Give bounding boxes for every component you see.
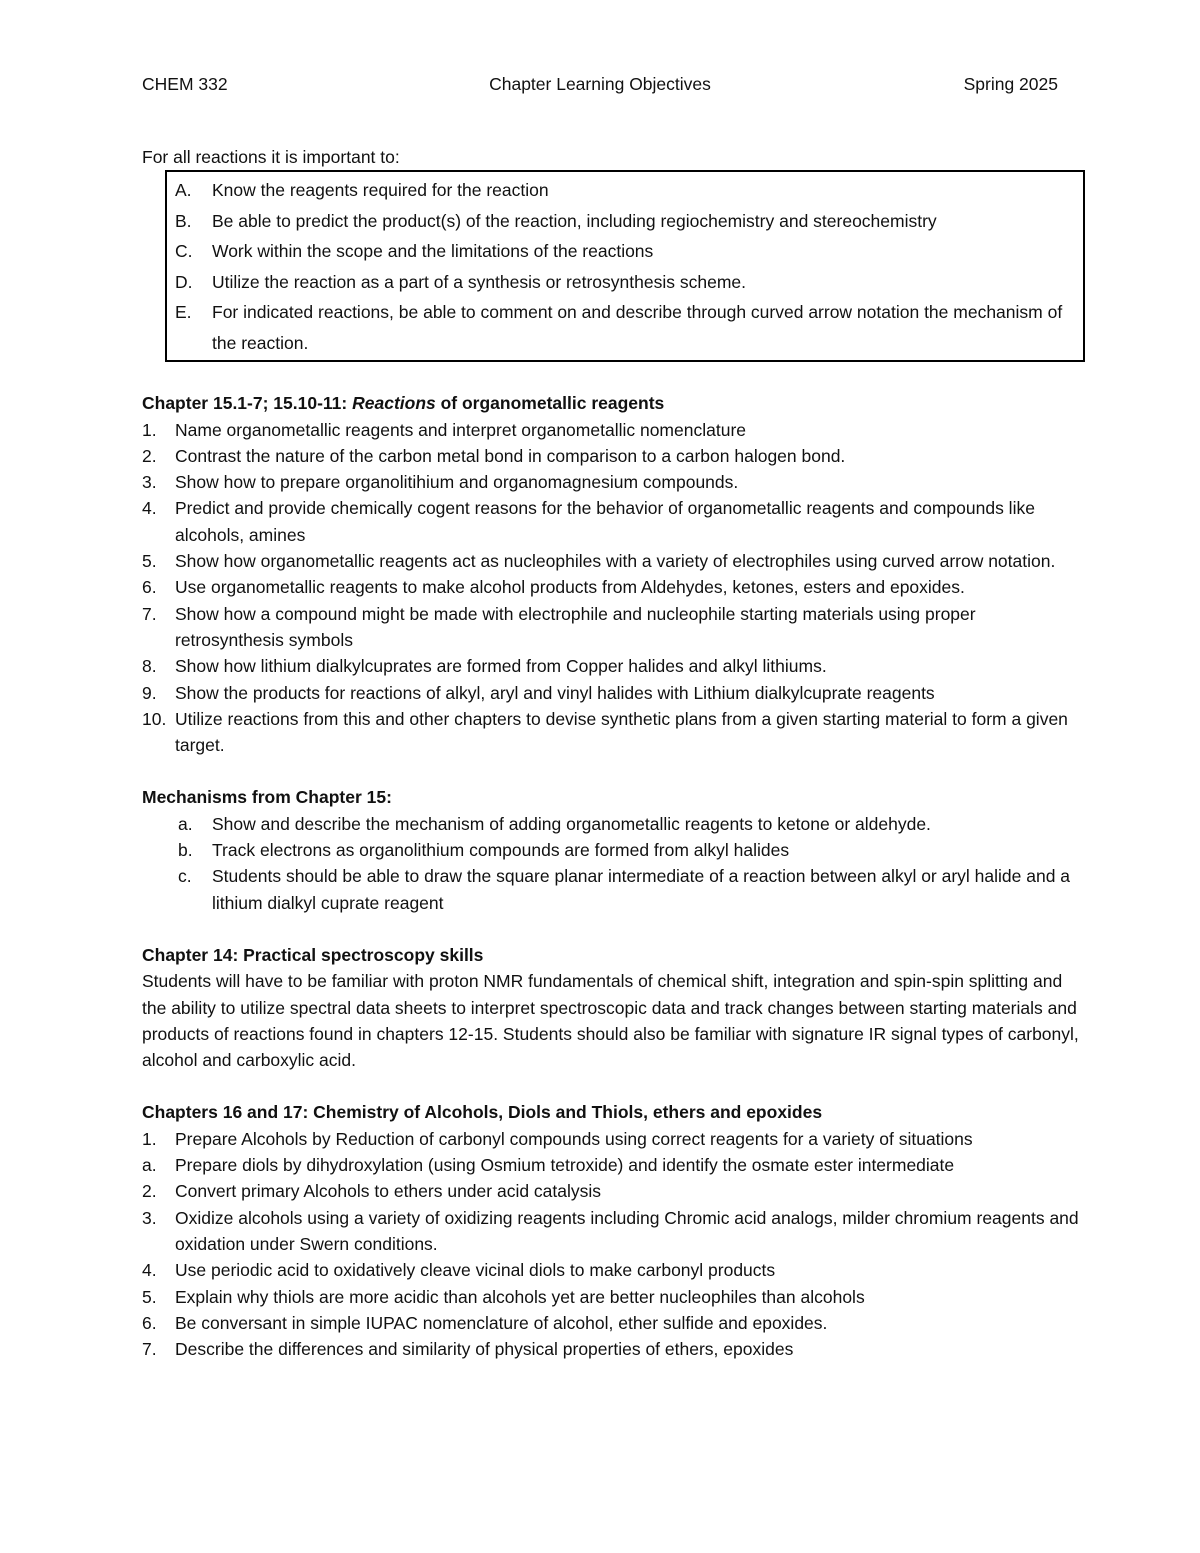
list-item bbox=[142, 495, 1082, 548]
item-text: Name organometallic reagents and interpret organometallic nomenclature bbox=[175, 419, 747, 440]
list-item bbox=[142, 469, 1082, 495]
page-header bbox=[142, 74, 1058, 100]
item-text: Use periodic acid to oxidatively cleave vicinal diols to make carbonyl products bbox=[175, 1260, 776, 1281]
item-text: Students should be able to draw the square planar intermediate of a reaction between alkyl or aryl halide and a lithium dialkyl cuprate reagent bbox=[212, 866, 1071, 913]
item-marker: b. bbox=[178, 840, 193, 861]
list-item bbox=[142, 1152, 1082, 1178]
requirements-box bbox=[165, 170, 1085, 362]
item-marker: B. bbox=[175, 210, 192, 231]
section-title-ch14: Chapter 14: Practical spectroscopy skills bbox=[142, 944, 484, 965]
item-marker: 6. bbox=[142, 1312, 157, 1333]
intro-lead: For all reactions it is important to: bbox=[142, 147, 400, 167]
item-text: Show how lithium dialkylcuprates are formed from Copper halides and alkyl lithiums. bbox=[175, 656, 827, 677]
requirement-item bbox=[175, 206, 1083, 237]
item-text: Know the reagents required for the reaction bbox=[212, 180, 549, 201]
item-text: Use organometallic reagents to make alcohol products from Aldehydes, ketones, esters and epoxides. bbox=[175, 577, 965, 598]
item-marker: D. bbox=[175, 271, 193, 292]
item-marker: 5. bbox=[142, 1286, 157, 1307]
list-item bbox=[142, 548, 1082, 574]
list-item bbox=[142, 1178, 1082, 1204]
item-marker: 2. bbox=[142, 445, 157, 466]
list-item bbox=[142, 417, 1082, 443]
item-text: Be able to predict the product(s) of the reaction, including regiochemistry and stereochemistry bbox=[212, 210, 937, 231]
list-item bbox=[142, 1310, 1082, 1336]
list-item bbox=[142, 837, 1082, 863]
title-part: of organometallic reagents bbox=[435, 393, 665, 414]
item-text: Prepare diols by dihydroxylation (using Osmium tetroxide) and identify the osmate ester intermediate bbox=[175, 1155, 955, 1176]
item-marker: 3. bbox=[142, 472, 157, 493]
item-text: Show how a compound might be made with electrophile and nucleophile starting materials using proper retrosynthesis symbols bbox=[175, 603, 976, 650]
item-text: Convert primary Alcohols to ethers under acid catalysis bbox=[175, 1181, 602, 1202]
title-part: Chapter 15.1-7; 15.10-11: bbox=[142, 393, 353, 414]
item-marker: a. bbox=[178, 813, 193, 834]
item-text: Show how organometallic reagents act as nucleophiles with a variety of electrophiles using curved arrow notation. bbox=[175, 551, 1056, 572]
item-marker: C. bbox=[175, 241, 193, 262]
list-item bbox=[142, 1126, 1082, 1152]
item-marker: 7. bbox=[142, 1339, 157, 1360]
section-title-ch16-17: Chapters 16 and 17: Chemistry of Alcohols, Diols and Thiols, ethers and epoxides bbox=[142, 1102, 823, 1123]
item-text: Show and describe the mechanism of adding organometallic reagents to ketone or aldehyde. bbox=[212, 813, 931, 834]
requirement-item bbox=[175, 236, 1083, 267]
item-marker: 10. bbox=[142, 708, 167, 729]
requirement-item bbox=[175, 267, 1083, 298]
list-item bbox=[142, 1336, 1082, 1362]
item-marker: 3. bbox=[142, 1207, 157, 1228]
item-text: Utilize the reaction as a part of a synthesis or retrosynthesis scheme. bbox=[212, 271, 746, 292]
item-text: Utilize reactions from this and other chapters to devise synthetic plans from a given starting material to form a given target. bbox=[175, 708, 1068, 756]
item-text: Explain why thiols are more acidic than alcohols yet are better nucleophiles than alcohols bbox=[175, 1286, 865, 1307]
ch15-objectives-list bbox=[142, 417, 1082, 759]
item-marker: A. bbox=[175, 180, 192, 201]
item-marker: a. bbox=[142, 1155, 157, 1176]
item-text: Oxidize alcohols using a variety of oxidizing reagents including Chromic acid analogs, milder chromium reagents and oxidation under Swern conditions. bbox=[175, 1207, 1079, 1254]
item-text: Be conversant in simple IUPAC nomenclature of alcohol, ether sulfide and epoxides. bbox=[175, 1312, 828, 1333]
title-italic-part: Reactions bbox=[352, 393, 436, 414]
section-title-ch15 bbox=[142, 390, 1082, 416]
requirement-item bbox=[175, 297, 1083, 358]
item-marker: 4. bbox=[142, 1260, 157, 1281]
term-label: Spring 2025 bbox=[963, 74, 1058, 94]
item-marker: 8. bbox=[142, 656, 157, 677]
list-item bbox=[142, 811, 1082, 837]
item-marker: 5. bbox=[142, 551, 157, 572]
ch16-objectives-list bbox=[142, 1126, 1082, 1363]
list-item bbox=[142, 1284, 1082, 1310]
course-code: CHEM 332 bbox=[142, 74, 228, 94]
item-text: Contrast the nature of the carbon metal bond in comparison to a carbon halogen bond. bbox=[175, 445, 846, 466]
mechanisms-list bbox=[142, 811, 1082, 916]
document-title: Chapter Learning Objectives bbox=[489, 74, 711, 94]
list-item bbox=[142, 1257, 1082, 1283]
list-item bbox=[142, 706, 1082, 759]
item-marker: c. bbox=[178, 866, 192, 887]
list-item bbox=[142, 653, 1082, 679]
list-item bbox=[142, 601, 1082, 654]
item-marker: E. bbox=[175, 302, 192, 323]
item-marker: 6. bbox=[142, 577, 157, 598]
item-marker: 9. bbox=[142, 682, 157, 703]
list-item bbox=[142, 863, 1082, 916]
item-text: Prepare Alcohols by Reduction of carbonyl compounds using correct reagents for a variety of situations bbox=[175, 1128, 973, 1149]
item-text: Show how to prepare organolitihium and organomagnesium compounds. bbox=[175, 472, 739, 493]
item-text: Show the products for reactions of alkyl, aryl and vinyl halides with Lithium dialkylcuprate reagents bbox=[175, 682, 935, 703]
list-item bbox=[142, 574, 1082, 600]
item-marker: 1. bbox=[142, 1128, 157, 1149]
item-text: Describe the differences and similarity of physical properties of ethers, epoxides bbox=[175, 1339, 794, 1360]
item-text: Track electrons as organolithium compounds are formed from alkyl halides bbox=[212, 840, 790, 861]
item-text: Work within the scope and the limitations of the reactions bbox=[212, 241, 654, 262]
list-item bbox=[142, 443, 1082, 469]
item-text: Predict and provide chemically cogent reasons for the behavior of organometallic reagents and compounds like alcohols, amines bbox=[175, 498, 1035, 545]
item-marker: 2. bbox=[142, 1181, 157, 1202]
list-item bbox=[142, 1205, 1082, 1258]
item-marker: 7. bbox=[142, 603, 157, 624]
ch14-paragraph: Students will have to be familiar with proton NMR fundamentals of chemical shift, integration and spin-spin splitting and the ability to utilize spectral data sheets to interpret spectroscopic data and track changes between starting materials and products of reactions found in chapters 12-15. Students should also be familiar with signature IR signal types of carbonyl, alcohol and carboxylic acid. bbox=[142, 971, 1079, 1071]
item-text: For indicated reactions, be able to comment on and describe through curved arrow notation the mechanism of the reaction. bbox=[212, 302, 1063, 353]
requirement-item bbox=[175, 175, 1083, 206]
document-body bbox=[142, 144, 1082, 1362]
item-marker: 4. bbox=[142, 498, 157, 519]
list-item bbox=[142, 680, 1082, 706]
item-marker: 1. bbox=[142, 419, 157, 440]
section-title-mechanisms: Mechanisms from Chapter 15: bbox=[142, 787, 392, 808]
